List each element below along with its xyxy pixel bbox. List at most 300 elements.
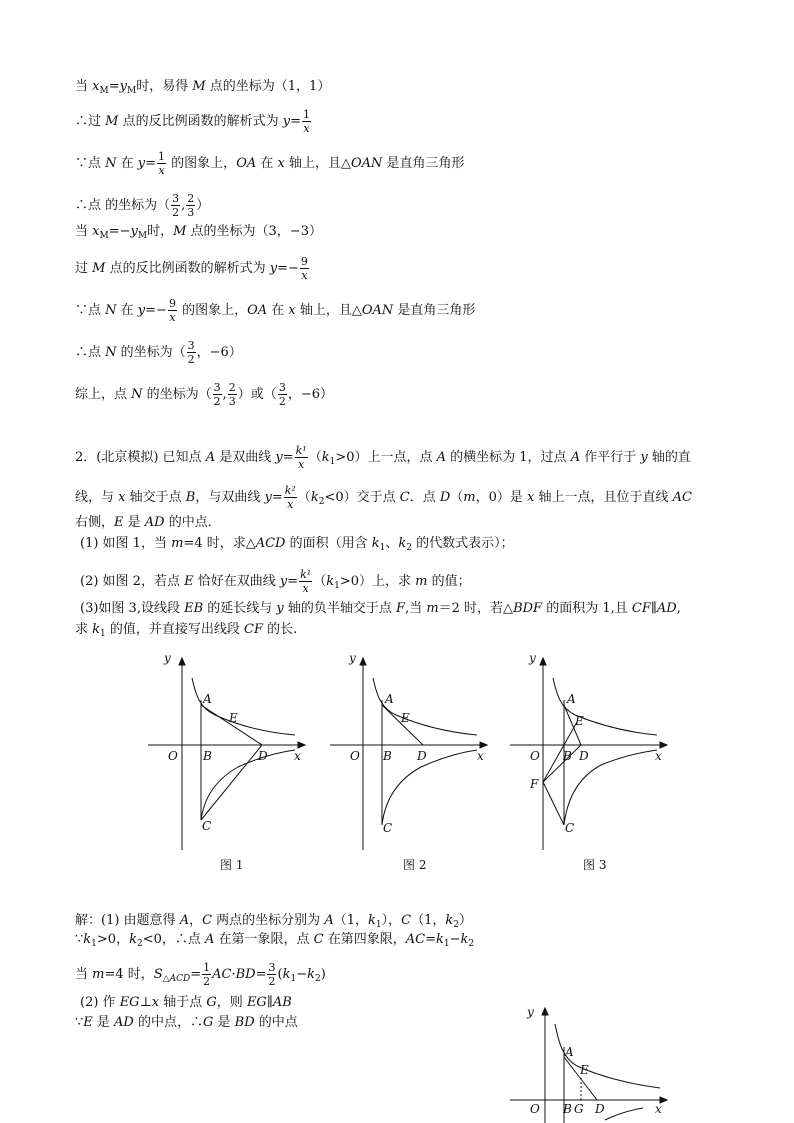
hyperbola-k2: [605, 1108, 643, 1120]
text: 轴于点: [159, 995, 207, 1010]
denominator: 2: [172, 206, 180, 219]
math-var: k: [326, 574, 335, 589]
segment-fc: [543, 782, 564, 825]
math-var: OA: [236, 156, 257, 171]
math-var: A: [205, 932, 215, 947]
text: >0，: [96, 932, 130, 947]
numerator: 1: [158, 150, 166, 163]
math-var: A: [205, 450, 216, 465]
denominator: 2: [203, 975, 211, 988]
text: 、: [385, 536, 399, 551]
math-var: AD: [114, 1015, 134, 1030]
text: 在第一象限，点: [214, 932, 314, 947]
denominator: x: [158, 164, 165, 177]
text: 的值，并直接写出线段: [105, 622, 245, 637]
denominator: x: [302, 582, 309, 595]
math-var: BD: [235, 967, 256, 982]
text: ): [320, 967, 326, 982]
math-var: x: [118, 490, 126, 505]
math-var: N: [105, 345, 117, 360]
denominator: 3: [187, 206, 195, 219]
math-var: m: [171, 536, 184, 551]
text: =: [255, 967, 267, 982]
text: 是: [213, 1015, 235, 1030]
math-var: BD: [234, 1015, 255, 1030]
text: 轴上一点，且位于直线: [534, 490, 673, 505]
fraction: [168, 297, 177, 324]
math-var: AD: [656, 601, 677, 616]
label-o: O: [530, 749, 540, 763]
math-var: C: [401, 913, 412, 928]
fraction: [157, 150, 166, 177]
subscript: M: [126, 86, 137, 96]
numerator: 3: [213, 381, 221, 394]
math-var: x: [92, 224, 100, 239]
text: 时，: [147, 224, 174, 239]
numerator: k²: [284, 484, 296, 497]
text-line: [75, 223, 322, 241]
text: =: [282, 450, 294, 465]
label-a: A: [565, 1045, 574, 1059]
solution-figure: [505, 1002, 675, 1123]
label-d: D: [595, 1102, 605, 1116]
text: 是直角三角形: [382, 156, 465, 171]
hyperbola-k1: [373, 678, 477, 735]
text: 的值；: [427, 574, 471, 589]
text: =: [290, 114, 301, 129]
math-var: OAN: [350, 156, 383, 171]
math-var: x: [92, 79, 100, 94]
question-3-cont: [75, 621, 297, 639]
subscript: 2: [406, 543, 413, 553]
numerator: 9: [168, 297, 176, 310]
label-b: B: [563, 1102, 572, 1116]
figure-1: [140, 650, 310, 855]
problem-line: [75, 514, 221, 532]
numerator: 3: [278, 381, 286, 394]
label-y: y: [529, 651, 536, 665]
text: ）或（: [237, 387, 277, 402]
subscript: △ACD: [162, 974, 191, 984]
text: 点的反比例函数的解析式为: [105, 261, 270, 276]
label-a: A: [385, 692, 394, 706]
text: 轴上，且△: [295, 303, 362, 318]
math-var: k: [92, 622, 101, 637]
label-a: A: [203, 692, 212, 706]
subscript: 1: [91, 939, 97, 949]
hyperbola-k2: [201, 750, 295, 820]
math-var: OA: [247, 303, 268, 318]
math-var: G: [203, 1015, 214, 1030]
solution-line: [80, 994, 292, 1012]
denominator: 2: [213, 395, 221, 408]
math-var: N: [131, 387, 143, 402]
segment-ef: [543, 722, 577, 782]
text: （: [313, 574, 327, 589]
numerator: 3: [172, 192, 180, 205]
subscript: M: [99, 231, 109, 241]
math-var: y: [640, 450, 648, 465]
subscript: M: [137, 231, 148, 241]
subscript: 1: [443, 939, 450, 949]
text-line: [75, 150, 465, 177]
text: =4 时，求△: [183, 536, 256, 551]
text: 的面积为 1,且: [542, 601, 632, 616]
text-line: [75, 339, 242, 366]
text: =: [425, 932, 436, 947]
math-var: y: [275, 450, 283, 465]
text: <0）交于点: [324, 490, 400, 505]
fraction: [300, 255, 309, 282]
label-b: B: [383, 749, 392, 763]
x-arrow-icon: [480, 742, 487, 748]
text: (3)如图 3,设线段: [80, 601, 185, 616]
denominator: 2: [187, 353, 195, 366]
text: 解：(1) 由题意得: [75, 913, 180, 928]
label-e: E: [401, 711, 410, 725]
label-x: x: [655, 749, 662, 763]
question-1: [80, 535, 514, 553]
math-var: EG: [246, 995, 267, 1010]
label-g: G: [574, 1102, 584, 1116]
fraction: [187, 339, 196, 366]
text: 恰好在双曲线: [193, 574, 280, 589]
caption-figure-2: 图 2: [403, 858, 427, 872]
x-arrow-icon: [660, 742, 667, 748]
text: ∥: [266, 995, 273, 1010]
numerator: 3: [268, 961, 276, 974]
text-line: [75, 108, 312, 135]
math-var: CF: [244, 622, 263, 637]
numerator: 9: [300, 255, 308, 268]
question-3: [80, 600, 681, 618]
text: =: [108, 79, 120, 94]
text: 求: [75, 622, 93, 637]
problem-line: [75, 444, 691, 471]
math-var: y: [269, 261, 278, 276]
math-var: EB: [184, 601, 204, 616]
label-b: B: [563, 749, 572, 763]
denominator: 2: [268, 975, 276, 988]
math-var: EG: [119, 995, 140, 1010]
text: 的横坐标为 1，过点: [446, 450, 571, 465]
math-var: S: [153, 967, 163, 982]
text: 是直角三角形: [393, 303, 476, 318]
text: 轴上，且△: [284, 156, 351, 171]
math-var: y: [119, 79, 127, 94]
math-var: C: [399, 490, 410, 505]
math-var: y: [137, 156, 146, 171]
label-c: C: [565, 821, 575, 835]
text: 的代数式表示）；: [412, 536, 514, 551]
solution-line: [75, 931, 474, 949]
math-var: x: [277, 156, 285, 171]
text: 在: [116, 156, 138, 171]
label-o: O: [530, 1102, 540, 1116]
fraction: [213, 381, 222, 408]
hyperbola-k2: [564, 750, 657, 825]
text-line: [75, 78, 330, 96]
math-var: B: [185, 490, 196, 505]
text-line: [75, 381, 333, 408]
math-var: N: [105, 303, 117, 318]
text: 点的反比例函数的解析式为: [118, 114, 283, 129]
text: =−: [108, 224, 131, 239]
math-var: k: [398, 536, 407, 551]
label-b: B: [203, 749, 212, 763]
subscript: 1: [100, 629, 106, 639]
text: 的图象上，: [177, 303, 248, 318]
label-y: y: [527, 1005, 534, 1019]
math-var: G: [206, 995, 217, 1010]
math-var: M: [192, 79, 206, 94]
text: 右侧，: [75, 515, 115, 530]
text: 是: [123, 515, 145, 530]
math-var: E: [184, 574, 194, 589]
label-y: y: [349, 651, 356, 665]
text: 轴的负半轴交于点: [283, 601, 397, 616]
text: 是: [92, 1015, 115, 1030]
text: ）: [196, 198, 210, 213]
fraction: [278, 381, 287, 408]
text: ,: [181, 198, 186, 213]
text: 线，与: [75, 490, 119, 505]
label-o: O: [168, 749, 178, 763]
text: =: [271, 490, 283, 505]
denominator: x: [303, 122, 310, 135]
numerator: 1: [203, 961, 211, 974]
y-arrow-icon: [540, 658, 546, 665]
subscript: 1: [379, 543, 386, 553]
denominator: x: [287, 498, 294, 511]
text: ,当: [405, 601, 427, 616]
label-d: D: [258, 749, 268, 763]
math-var: y: [264, 490, 272, 505]
text: 作平行于: [580, 450, 641, 465]
figure-3: [505, 650, 675, 855]
text: 的延长线与: [203, 601, 277, 616]
text: ⊥: [139, 995, 152, 1010]
text: <0，∴点: [142, 932, 205, 947]
text: 是双曲线: [215, 450, 276, 465]
math-var: D: [439, 490, 451, 505]
math-var: m: [92, 967, 105, 982]
text: 在: [256, 156, 278, 171]
math-var: x: [288, 303, 296, 318]
text: （1，: [333, 913, 368, 928]
label-c: C: [383, 821, 393, 835]
numerator: 2: [228, 381, 236, 394]
denominator: x: [169, 311, 176, 324]
math-var: A: [436, 450, 447, 465]
text: ．点: [409, 490, 440, 505]
text: ∵点: [75, 303, 106, 318]
subscript: 1: [375, 920, 382, 930]
text: 两点的坐标分别为: [212, 913, 325, 928]
math-var: k: [83, 932, 92, 947]
text: (1) 如图 1，当: [80, 536, 172, 551]
text: ，0）是: [475, 490, 528, 505]
text: 的中点．: [164, 515, 221, 530]
math-var: AB: [272, 995, 292, 1010]
solution-line: [75, 912, 472, 930]
y-arrow-icon: [360, 658, 366, 665]
math-var: AC: [672, 490, 692, 505]
math-var: CF: [631, 601, 651, 616]
text: >0）上，求: [339, 574, 416, 589]
math-var: N: [105, 156, 117, 171]
fraction: [284, 484, 297, 511]
math-var: x: [151, 995, 160, 1010]
y-arrow-icon: [542, 1008, 548, 1015]
text: 当: [75, 967, 93, 982]
subscript: 2: [136, 939, 143, 949]
figure-2: [325, 650, 495, 855]
text: ∥: [650, 601, 657, 616]
math-var: k: [129, 932, 137, 947]
numerator: 1: [302, 108, 310, 121]
denominator: 3: [228, 395, 236, 408]
text: =4 时，: [104, 967, 154, 982]
text: ,: [222, 387, 227, 402]
numerator: k¹: [295, 444, 307, 457]
text: 的坐标为（: [116, 345, 186, 360]
text: 2．(北京模拟) 已知点: [75, 450, 206, 465]
text: 轴交于点: [125, 490, 186, 505]
text: 点的坐标为（3，−3）: [186, 224, 322, 239]
fraction: [302, 108, 311, 135]
math-var: F: [396, 601, 406, 616]
text: ·: [231, 967, 236, 982]
denominator: 2: [278, 395, 286, 408]
text: ），: [381, 913, 402, 928]
label-e: E: [575, 714, 584, 728]
text: 的坐标为（: [142, 387, 212, 402]
y-arrow-icon: [179, 658, 185, 665]
math-var: BDF: [513, 601, 543, 616]
math-var: E: [114, 515, 124, 530]
text: ，: [189, 913, 203, 928]
text: 在第四象限，: [323, 932, 406, 947]
text: ，−6）: [287, 387, 333, 402]
subscript: 2: [318, 497, 325, 507]
segment-fd: [543, 745, 581, 782]
fraction: [228, 381, 237, 408]
math-var: k: [367, 913, 376, 928]
text: −: [449, 932, 461, 947]
text: （: [297, 490, 311, 505]
subscript: 1: [329, 457, 336, 467]
math-var: AC: [405, 932, 426, 947]
text: 点的坐标为（1，1）: [205, 79, 331, 94]
math-var: AD: [144, 515, 165, 530]
label-x: x: [655, 1102, 662, 1116]
text: ∵: [75, 1015, 84, 1030]
label-a: A: [567, 692, 576, 706]
math-var: y: [276, 601, 284, 616]
text-line: [75, 255, 310, 282]
text: ，−6）: [196, 345, 242, 360]
label-e: E: [580, 1063, 589, 1077]
text: (2) 如图 2，若点: [80, 574, 185, 589]
caption-figure-3: 图 3: [583, 858, 607, 872]
math-var: k: [371, 536, 380, 551]
text: ，则: [216, 995, 247, 1010]
text: ）: [458, 913, 472, 928]
math-var: M: [105, 114, 119, 129]
text: (2) 作: [80, 995, 120, 1010]
caption-figure-1: 图 1: [220, 858, 244, 872]
text: （: [450, 490, 464, 505]
text: ∴点: [75, 198, 106, 213]
solution-line: [75, 1014, 298, 1032]
text: 在: [116, 303, 138, 318]
label-f: F: [530, 777, 539, 791]
label-x: x: [294, 749, 301, 763]
text: ∵: [75, 932, 84, 947]
hyperbola-k1: [553, 678, 657, 735]
text: ∴过: [75, 114, 106, 129]
math-var: k: [310, 490, 319, 505]
fraction: [186, 192, 195, 219]
subscript: 2: [453, 920, 459, 930]
fraction: [299, 568, 312, 595]
text-line: [75, 192, 209, 219]
text-line: [75, 297, 475, 324]
label-d: D: [417, 749, 427, 763]
text: =−: [277, 261, 299, 276]
problem-line: [75, 484, 692, 511]
math-var: E: [83, 1015, 93, 1030]
text: ，与双曲线: [195, 490, 265, 505]
subscript: 2: [314, 974, 321, 984]
hyperbola-k1: [192, 678, 295, 735]
label-c: C: [202, 819, 212, 833]
text: 的坐标为（: [105, 198, 171, 213]
math-var: x: [527, 490, 535, 505]
math-var: C: [313, 932, 324, 947]
hyperbola-k2: [382, 750, 477, 825]
text: （: [308, 450, 322, 465]
denominator: x: [298, 458, 305, 471]
text: 当: [75, 79, 93, 94]
text: 时，易得: [136, 79, 193, 94]
text: 的中点，∴: [133, 1015, 203, 1030]
text: −: [296, 967, 308, 982]
math-var: y: [279, 574, 288, 589]
solution-line: [75, 961, 326, 988]
math-var: C: [202, 913, 213, 928]
text: (: [277, 967, 283, 982]
math-var: AC: [212, 967, 232, 982]
math-var: k: [321, 450, 330, 465]
label-x: x: [477, 749, 484, 763]
math-var: ACD: [255, 536, 286, 551]
label-d: D: [579, 749, 589, 763]
math-var: y: [137, 303, 146, 318]
subscript: M: [99, 86, 109, 96]
text: 综上，点: [75, 387, 132, 402]
numerator: 3: [187, 339, 195, 352]
math-var: y: [282, 114, 291, 129]
subscript: 1: [290, 974, 297, 984]
math-var: k: [460, 932, 469, 947]
math-var: A: [324, 913, 334, 928]
x-arrow-icon: [298, 742, 305, 748]
text: 过: [75, 261, 93, 276]
text: 的面积（用含: [285, 536, 372, 551]
math-var: A: [570, 450, 581, 465]
